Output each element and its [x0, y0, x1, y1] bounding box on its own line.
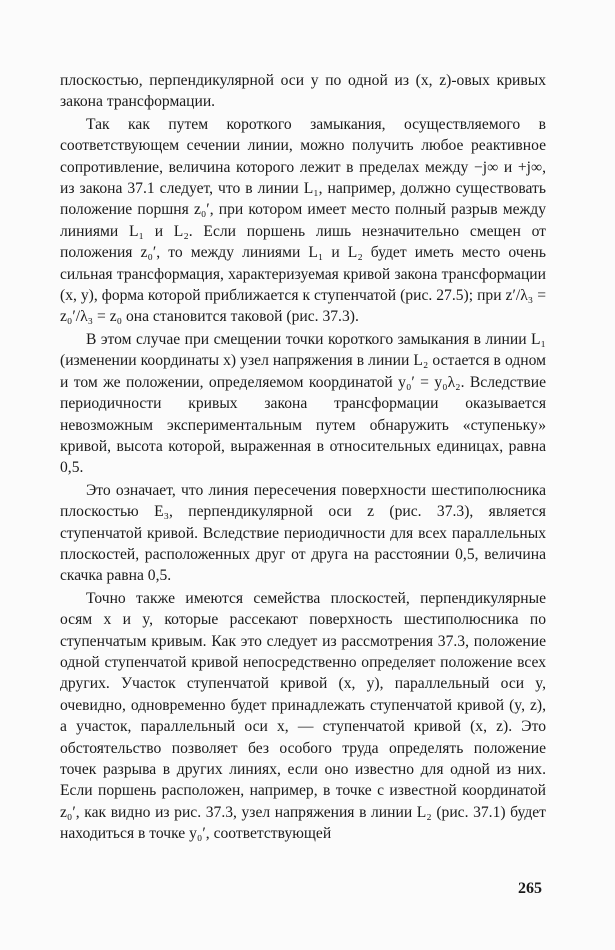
page-number: 265 [518, 880, 542, 897]
paragraph-short-circuit: Так как путем короткого замыкания, осуществляемого в соответствующем сечении линии, можно получить любое реактивное сопротивление, величина которого лежит в пределах между −j∞ и +j∞, из закона 37.1 следует, что в линии L₁, например, должно существовать положение поршня z₀′, при котором имеет место полный разрыв между линиями L₁ и L₂. Если поршень лишь незначительно смещен от положения z₀′, то между линиями L₁ и L₂ будет иметь место очень сильная трансформация, характеризуемая кривой закона трансформации (x, y), форма которой приближается к ступенчатой (рис. 27.5); при z′/λ₃ = z₀′/λ₃ = z₀ она становится таковой (рис. 37.3). [60, 115, 546, 326]
page-text-block [60, 70, 546, 845]
paragraph-continuation: плоскостью, перпендикулярной оси y по одной из (x, z)-овых кривых закона трансформации. [60, 72, 546, 111]
paragraph-intersection-line: Это означает, что линия пересечения поверхности шестиполюсника плоскостью E₃, перпендикулярной оси z (рис. 37.3), является ступенчатой кривой. Вследствие периодичности для всех параллельных плоскостей, расположенных друг от друга на расстоянии 0,5, величина скачка равна 0,5. [60, 481, 546, 585]
paragraph-voltage-node: В этом случае при смещении точки короткого замыкания в линии L₁ (изменении координаты x) узел напряжения в линии L₂ остается в одном и том же положении, определяемом координатой y₀′ = y₀λ₂. Вследствие периодичности кривых закона трансформации оказывается невозможным экспериментальным путем обнаружить «ступеньку» кривой, высота которой, выраженная в относительных единицах, равна 0,5. [60, 330, 546, 477]
paragraph-plane-families: Точно также имеются семейства плоскостей, перпендикулярные осям x и y, которые рассекают поверхность шестиполюсника по ступенчатым кривым. Как это следует из рассмотрения 37.3, положение одной ступенчатой кривой непосредственно определяет положение всех других. Участок ступенчатой кривой (x, y), параллельный оси y, очевидно, одновременно будет принадлежать ступенчатой кривой (y, z), а участок, параллельный оси x, — ступенчатой кривой (x, z). Это обстоятельство позволяет без особого труда определять положение точек разрыва в других линиях, если оно известно для одной из них. Если поршень расположен, например, в точке с известной координатой z₀′, как видно из рис. 37.3, узел напряжения в линии L₂ (рис. 37.1) будет находиться в точке y₀′, соответствующей [60, 589, 546, 843]
